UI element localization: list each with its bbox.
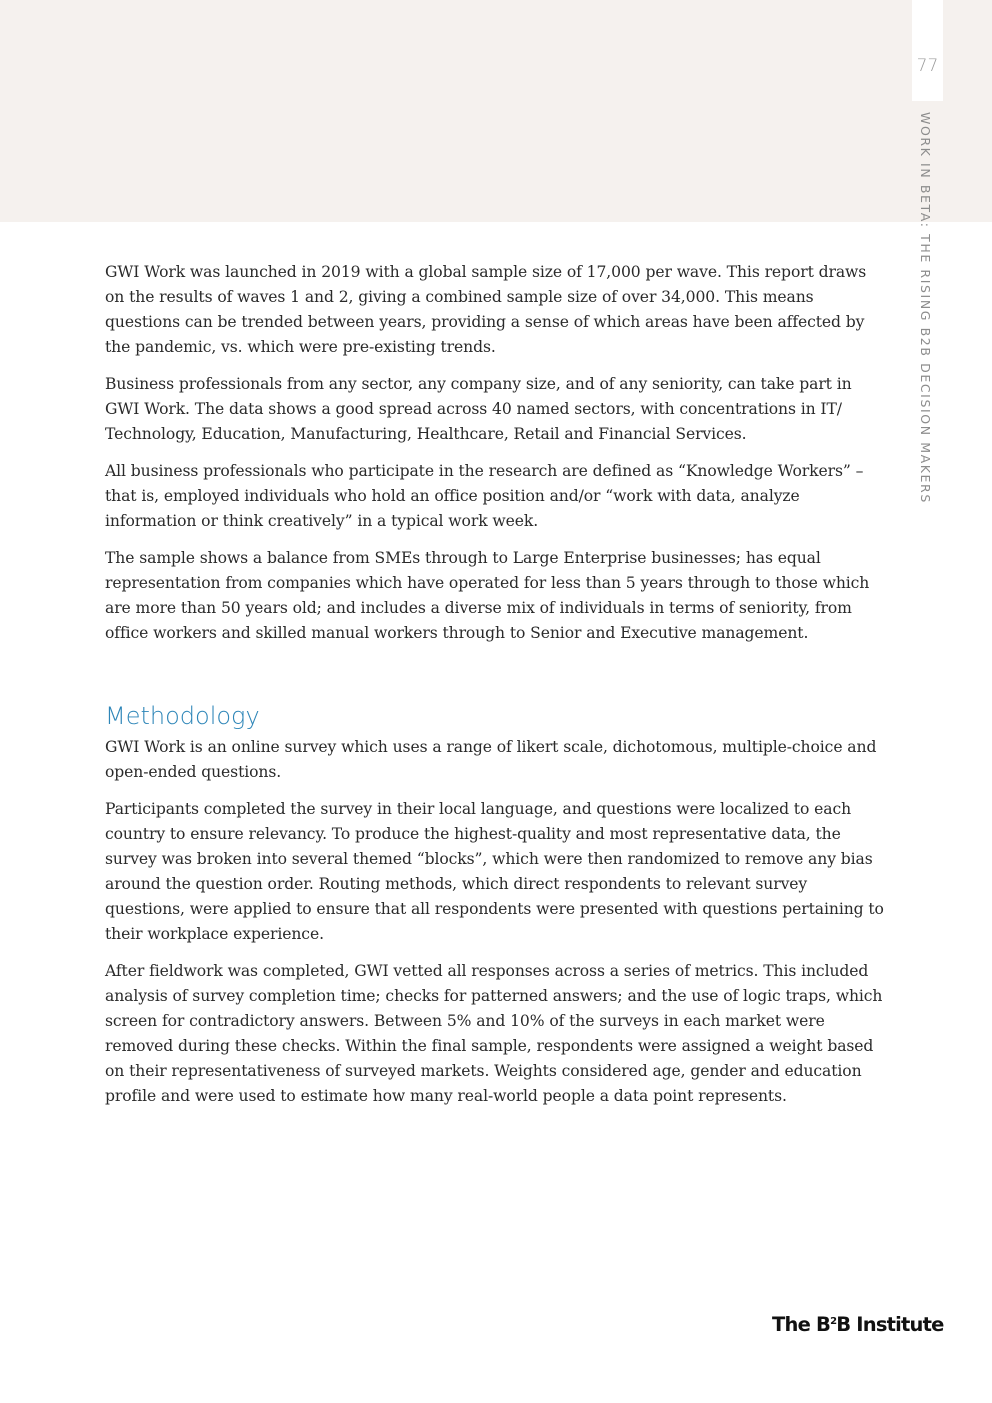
b2b-institute-logo: [772, 1313, 944, 1336]
methodology-paragraph-2: Participants completed the survey in their local language, and questions were localized to each country to ensure relevancy. To produce the highest-quality and most representative data, the survey was broken into several themed “blocks”, which were then randomized to remove any bias around the question order. Routing methods, which direct respondents to relevant survey questions, were applied to ensure that all respondents were presented with questions pertaining to their workplace experience.: [105, 800, 884, 943]
methodology-paragraph-3: After fieldwork was completed, GWI vetted all responses across a series of metrics. This included analysis of survey completion time; checks for patterned answers; and the use of logic traps, which screen for contradictory answers. Between 5% and 10% of the surveys in each market were removed during these checks. Within the final sample, respondents were assigned a weight based on their representativeness of surveyed markets. Weights considered age, gender and education profile and were used to estimate how many real-world people a data point represents.: [105, 962, 883, 1105]
intro-paragraph-1: GWI Work was launched in 2019 with a global sample size of 17,000 per wave. This report draws on the results of waves 1 and 2, giving a combined sample size of over 34,000. This means questions can be trended between years, providing a sense of which areas have been affected by the pandemic, vs. which were pre-existing trends.: [105, 263, 867, 356]
methodology-paragraph-1: GWI Work is an online survey which uses a range of likert scale, dichotomous, multiple-choice and open-ended questions.: [105, 738, 877, 781]
intro-paragraph-2: Business professionals from any sector, any company size, and of any seniority, can take part in GWI Work. The data shows a good spread across 40 named sectors, with concentrations in IT/ Technology, Education, Manufacturing, Healthcare, Retail and Financial Services.: [105, 375, 852, 443]
main-content: [105, 260, 890, 1121]
logo-prefix: The B: [772, 1313, 831, 1336]
logo-superscript: 2: [830, 1316, 837, 1327]
side-running-title: WORK IN BETA: THE RISING B2B DECISION MAKERS: [918, 112, 933, 504]
logo-suffix: B Institute: [836, 1313, 944, 1336]
intro-paragraph-4: The sample shows a balance from SMEs through to Large Enterprise businesses; has equal representation from companies which have operated for less than 5 years through to those which are more than 50 years old; and includes a diverse mix of individuals in terms of seniority, from office workers and skilled manual workers through to Senior and Executive management.: [105, 549, 870, 642]
page-number-tab: [912, 0, 943, 101]
methodology-heading: Methodology: [105, 702, 260, 730]
header-band: [0, 0, 992, 222]
intro-paragraph-3: All business professionals who participate in the research are defined as “Knowledge Workers” – that is, employed individuals who hold an office position and/or “work with data, analyze information or think creatively” in a typical work week.: [105, 462, 864, 530]
page-number: 77: [916, 56, 939, 76]
